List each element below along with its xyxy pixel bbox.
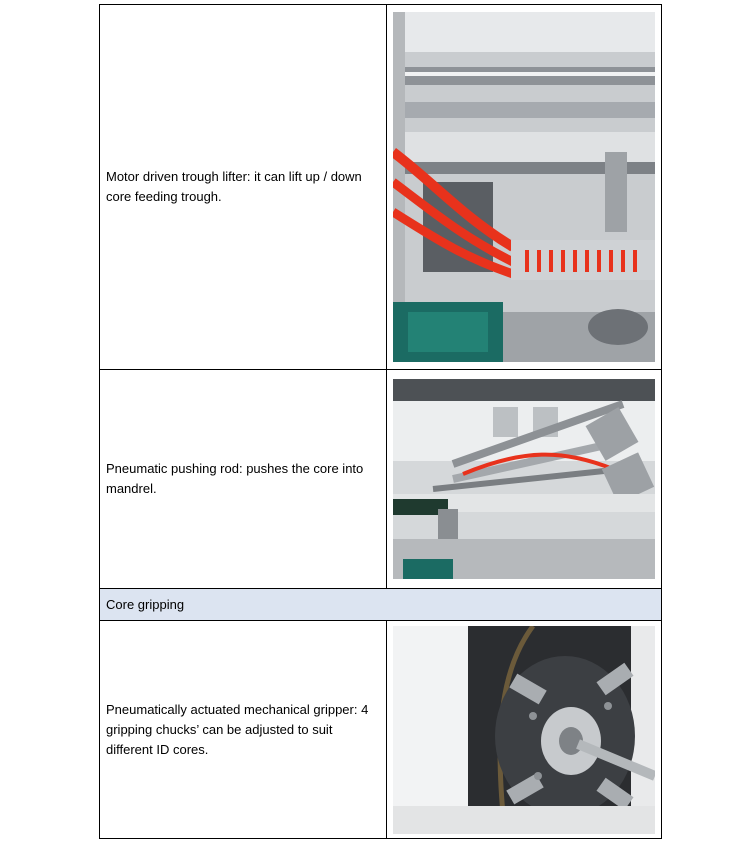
- gripper-photo: [393, 626, 655, 834]
- row-description: Pneumatically actuated mechanical gripper: 4 gripping chucks’ can be adjusted to suit different ID cores.: [100, 621, 387, 839]
- photo-cell: [387, 5, 662, 370]
- photo-cell: [387, 621, 662, 839]
- row-description: Motor driven trough lifter: it can lift up / down core feeding trough.: [100, 5, 387, 370]
- table-row: [100, 621, 662, 839]
- table-row: [100, 370, 662, 589]
- section-header-row: [100, 589, 662, 621]
- trough-lifter-photo: [393, 12, 655, 362]
- photo-cell: [387, 370, 662, 589]
- spec-table: [99, 4, 662, 839]
- section-title: Core gripping: [100, 589, 662, 621]
- table-row: [100, 5, 662, 370]
- row-description: Pneumatic pushing rod: pushes the core into mandrel.: [100, 370, 387, 589]
- pushing-rod-photo: [393, 379, 655, 579]
